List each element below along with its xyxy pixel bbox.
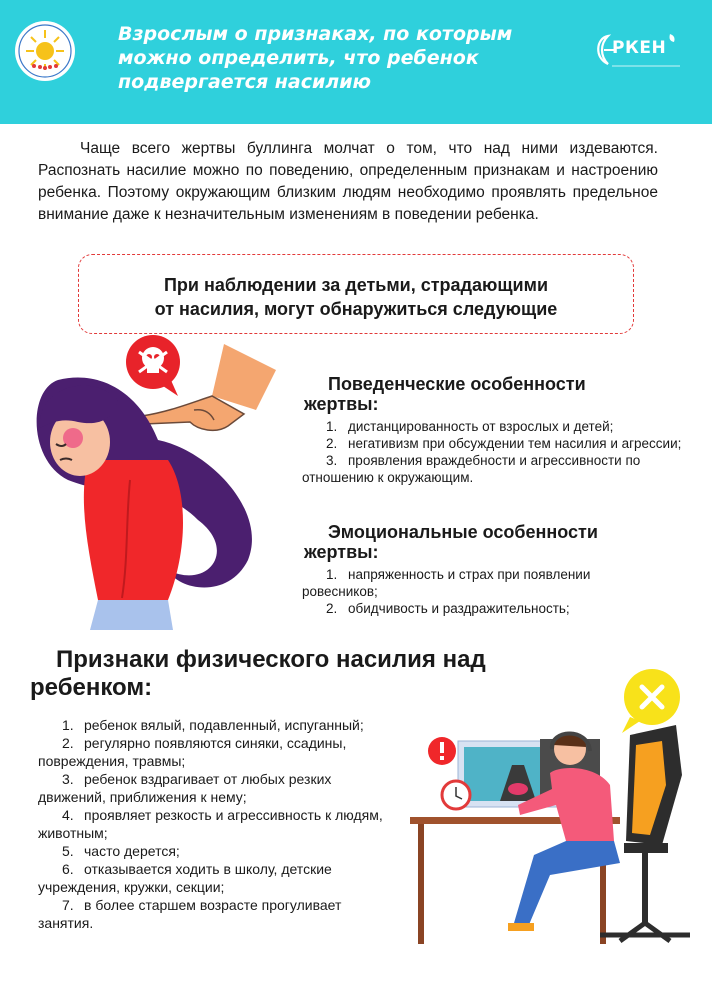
list-item-text: отказывается ходить в школу, детские учреждения, кружки, секции; [38,861,332,895]
list-item-text: проявляет резкость и агрессивность к людям, животным; [38,807,383,841]
list-item-text: обидчивость и раздражительность; [348,601,570,616]
list-item-number: 2. [326,601,338,616]
behavioral-list [302,418,682,486]
intro-paragraph: Чаще всего жертвы буллинга молчат о том, что над ними издеваются. Распознать насилие можно по поведению, определенным признакам и настроению ребенка. Поэтому окружающим близким людям необходимо проявлять предельное внимание даже к незначительным изменениям в поведении ребенка. [38,140,658,223]
list-item [38,770,398,806]
emotional-title [304,522,664,562]
sun-emblem-logo [14,20,76,82]
callout-box [78,254,634,334]
list-item-number: 1. [62,717,74,733]
orken-logo [592,30,686,72]
list-item-number: 1. [326,567,338,582]
boy-at-computer-illustration [400,665,712,955]
list-item-text: в более старшем возрасте прогуливает занятия. [38,897,342,931]
list-item-number: 5. [62,843,74,859]
list-item-number: 4. [62,807,74,823]
list-item-text: ребенок вялый, подавленный, испуганный; [84,717,364,733]
behavioral-title [304,374,664,414]
header-title: Взрослым о признаках, по которым можно определить, что ребенок подвергается насилию [118,23,513,93]
list-item-number: 2. [62,735,74,751]
list-item-text: ребенок вздрагивает от любых резких движений, приближения к нему; [38,771,332,805]
list-item-text: проявления враждебности и агрессивности по отношению к окружающим. [302,453,641,485]
list-item [38,806,398,842]
physical-list [38,716,398,932]
physical-title: Признаки физического насилия над ребенком: [30,646,486,701]
list-item [38,716,398,734]
emotional-title-line-1: Эмоциональные особенности [328,522,598,542]
list-item [302,566,662,600]
list-item-number: 6. [62,861,74,877]
list-item [38,842,398,860]
header-banner [0,0,712,124]
list-item [38,860,398,896]
alarm-clock-icon [442,781,470,809]
sad-girl-illustration [18,330,318,630]
close-x-bubble-icon [622,669,680,733]
list-item-number: 2. [326,436,338,451]
exclamation-bubble-icon [428,737,456,765]
logo-right-text: РКЕН [612,38,667,58]
list-item-number: 1. [326,419,338,434]
behavioral-title-line-1: Поведенческие особенности [328,374,586,394]
list-item [302,435,682,452]
list-item-number: 3. [62,771,74,787]
skull-speech-bubble-icon [126,335,180,396]
callout-line-2: от насилия, могут обнаружиться следующие [154,299,558,319]
list-item-text: негативизм при обсуждении тем насилия и агрессии; [348,436,682,451]
list-item-text: напряженность и страх при появлении ровесников; [302,567,591,599]
behavioral-title-line-2: жертвы: [304,394,379,414]
list-item [302,418,682,435]
list-item-number: 3. [326,453,338,468]
emotional-list [302,566,662,617]
list-item-text: дистанцированность от взрослых и детей; [348,419,614,434]
list-item [302,600,662,617]
list-item-text: часто дерется; [84,843,180,859]
list-item-text: регулярно появляются синяки, ссадины, повреждения, травмы; [38,735,347,769]
list-item-number: 7. [62,897,74,913]
list-item [38,734,398,770]
callout-text [79,273,633,321]
callout-line-1: При наблюдении за детьми, страдающими [163,275,549,295]
list-item [302,452,682,486]
list-item [38,896,398,932]
emotional-title-line-2: жертвы: [304,542,379,562]
